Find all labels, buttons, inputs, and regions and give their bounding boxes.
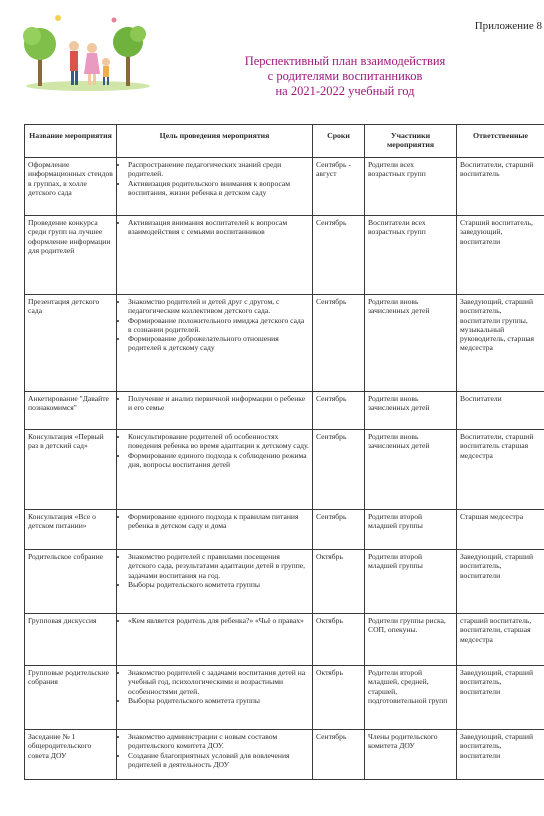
responsible-cell: Заведующий, старший воспитатель, воспитатели — [457, 730, 544, 780]
participants-cell: Родители второй младшей группы — [365, 510, 457, 550]
goal-item: • Распространение педагогических знаний среди родителей. — [128, 160, 309, 179]
goal-cell — [117, 614, 313, 666]
appendix-label: Приложение 8 — [474, 20, 542, 32]
table-row — [25, 614, 544, 666]
term-cell: Сентябрь - август — [313, 158, 365, 216]
participants-cell: Родители вновь зачисленных детей — [365, 392, 457, 430]
term-cell: Октябрь — [313, 614, 365, 666]
responsible-cell: Старший воспитатель, заведующий, воспитатели — [457, 216, 544, 295]
event-name-cell: Родительское собрание — [25, 550, 117, 614]
goal-item: • Знакомство родителей с задачами воспитания детей на учебный год, психологическими и возрастными особенностями детей. — [128, 668, 309, 696]
responsible-cell: Воспитатели, старший воспитатель — [457, 158, 544, 216]
goal-item: • Активизация внимания воспитателей к вопросам взаимодействия с семьями воспитанников — [128, 218, 309, 237]
title-line-1: Перспективный план взаимодействия — [244, 54, 446, 68]
table-row — [25, 295, 544, 392]
event-name-cell: Заседание № 1 общеродительского совета ДОУ — [25, 730, 117, 780]
term-cell: Октябрь — [313, 550, 365, 614]
header-term: Сроки — [313, 125, 365, 158]
goal-cell — [117, 295, 313, 392]
goal-item: • Формирование единого подхода к правилам питания ребенка в детском саду и дома — [128, 512, 309, 531]
event-name-cell: Консультация «Первый раз в детский сад» — [25, 430, 117, 510]
goal-item: • «Кем является родитель для ребенка?» «Чьё о правах» — [128, 616, 309, 625]
participants-cell: Родители вновь зачисленных детей — [365, 295, 457, 392]
participants-cell: Родители вновь зачисленных детей — [365, 430, 457, 510]
term-cell: Сентябрь — [313, 392, 365, 430]
event-name-cell: Анкетирование "Давайте познакомимся" — [25, 392, 117, 430]
participants-cell: Воспитатели всех возрастных групп — [365, 216, 457, 295]
goal-item: • Создание благоприятных условий для вовлечения родителей в деятельность ДОУ — [128, 751, 309, 770]
goal-item: • Активизация родительского внимания к вопросам воспитания, жизни ребенка в детском саду — [128, 179, 309, 198]
table-row — [25, 510, 544, 550]
table-row — [25, 430, 544, 510]
goal-item: • Консультирование родителей об особенностях поведения ребенка во время адаптации к детскому саду. — [128, 432, 309, 451]
interaction-plan-table — [24, 124, 544, 780]
responsible-cell: Заведующий, старший воспитатель, воспитатели — [457, 550, 544, 614]
event-name-cell: Групповые родительские собрания — [25, 666, 117, 730]
goal-cell — [117, 510, 313, 550]
goal-item: • Выборы родительского комитета группы — [128, 580, 309, 589]
participants-cell: Члены родительского комитета ДОУ — [365, 730, 457, 780]
event-name-cell: Презентация детского сада — [25, 295, 117, 392]
responsible-cell: Воспитатели, старший воспитатель старшая медсестра — [457, 430, 544, 510]
document-title — [160, 54, 530, 99]
participants-cell: Родители второй младшей группы — [365, 550, 457, 614]
participants-cell: Родители второй младшей, средней, старшей, подготовительной групп — [365, 666, 457, 730]
table-row — [25, 730, 544, 780]
term-cell: Сентябрь — [313, 216, 365, 295]
family-tree-illustration — [18, 12, 158, 92]
goal-cell — [117, 216, 313, 295]
goal-cell — [117, 550, 313, 614]
term-cell: Сентябрь — [313, 295, 365, 392]
header-participants: Участники мероприятия — [365, 125, 457, 158]
event-name-cell: Групповая дискуссия — [25, 614, 117, 666]
goal-cell — [117, 392, 313, 430]
term-cell: Сентябрь — [313, 430, 365, 510]
responsible-cell: Заведующий, старший воспитатель, воспитатели — [457, 666, 544, 730]
term-cell: Сентябрь — [313, 510, 365, 550]
responsible-cell: Воспитатели — [457, 392, 544, 430]
responsible-cell: Заведующий, старший воспитатель, воспитатели группы, музыкальный руководитель, старшая медсестра — [457, 295, 544, 392]
goal-item: • Получение и анализ первичной информации о ребенке и его семье — [128, 394, 309, 413]
header-goal: Цель проведения мероприятия — [117, 125, 313, 158]
goal-item: • Знакомство родителей и детей друг с другом, с педагогическим коллективом детского сада. — [128, 297, 309, 316]
goal-item: • Знакомство администрации с новым составом родительского комитета ДОУ. — [128, 732, 309, 751]
goal-item: • Выборы родительского комитета группы — [128, 696, 309, 705]
term-cell: Октябрь — [313, 666, 365, 730]
title-line-3: на 2021-2022 учебный год — [275, 84, 415, 98]
goal-cell — [117, 430, 313, 510]
table-row — [25, 666, 544, 730]
table-row — [25, 216, 544, 295]
event-name-cell: Проведение конкурса среди групп на лучшее оформление информации для родителей — [25, 216, 117, 295]
header-responsible: Ответственные — [457, 125, 544, 158]
goal-cell — [117, 666, 313, 730]
goal-item: • Формирование единого подхода к соблюдению режима дня, вопросы воспитания детей — [128, 451, 309, 470]
table-row — [25, 392, 544, 430]
table-row — [25, 550, 544, 614]
goal-cell — [117, 730, 313, 780]
goal-cell — [117, 158, 313, 216]
goal-item: • Формирование доброжелательного отношения родителей к детскому саду — [128, 334, 309, 353]
header-event-name: Название мероприятия — [25, 125, 117, 158]
table-header-row — [25, 125, 544, 158]
responsible-cell: старший воспитатель, воспитатели, старшая медсестра — [457, 614, 544, 666]
table-row — [25, 158, 544, 216]
participants-cell: Родители всех возрастных групп — [365, 158, 457, 216]
term-cell: Сентябрь — [313, 730, 365, 780]
responsible-cell: Старшая медсестра — [457, 510, 544, 550]
goal-item: • Знакомство родителей с правилами посещения детского сада, результатами адаптации детей в группе, задачами воспитания на год. — [128, 552, 309, 580]
title-line-2: с родителями воспитанников — [267, 69, 423, 83]
event-name-cell: Консультация «Все о детском питании» — [25, 510, 117, 550]
event-name-cell: Оформление информационных стендов в группах, в холле детского сада — [25, 158, 117, 216]
participants-cell: Родители группы риска, СОП, опекуны. — [365, 614, 457, 666]
goal-item: • Формирование положительного имиджа детского сада в сознании родителей. — [128, 316, 309, 335]
